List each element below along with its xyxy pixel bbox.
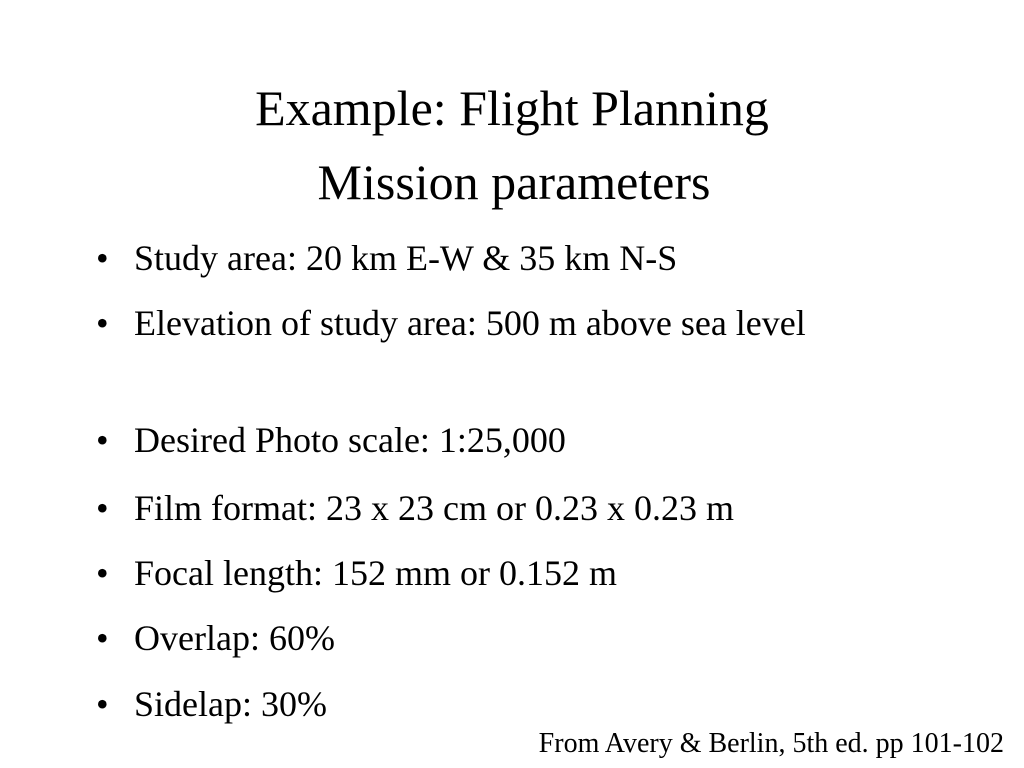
bullet-text: Focal length: 152 mm or 0.152 m: [134, 553, 617, 593]
bullet-text: Sidelap: 30%: [134, 684, 327, 724]
bullet-text: Overlap: 60%: [134, 618, 335, 658]
bullet-icon: •: [96, 553, 109, 593]
bullet-icon: •: [96, 238, 109, 278]
bullet-text: Elevation of study area: 500 m above sea level: [134, 303, 806, 343]
bullet-icon: •: [96, 420, 109, 460]
source-citation: From Avery & Berlin, 5th ed. pp 101-102: [538, 728, 1004, 759]
slide-subtitle: Mission parameters: [317, 154, 711, 210]
bullet-text: Film format: 23 x 23 cm or 0.23 x 0.23 m: [134, 488, 734, 528]
bullet-text: Desired Photo scale: 1:25,000: [134, 420, 566, 460]
bullet-icon: •: [96, 618, 109, 658]
bullet-icon: •: [96, 684, 109, 724]
slide-title: Example: Flight Planning: [255, 80, 769, 136]
bullet-icon: •: [96, 303, 109, 343]
bullet-text: Study area: 20 km E-W & 35 km N-S: [134, 238, 678, 278]
bullet-icon: •: [96, 488, 109, 528]
